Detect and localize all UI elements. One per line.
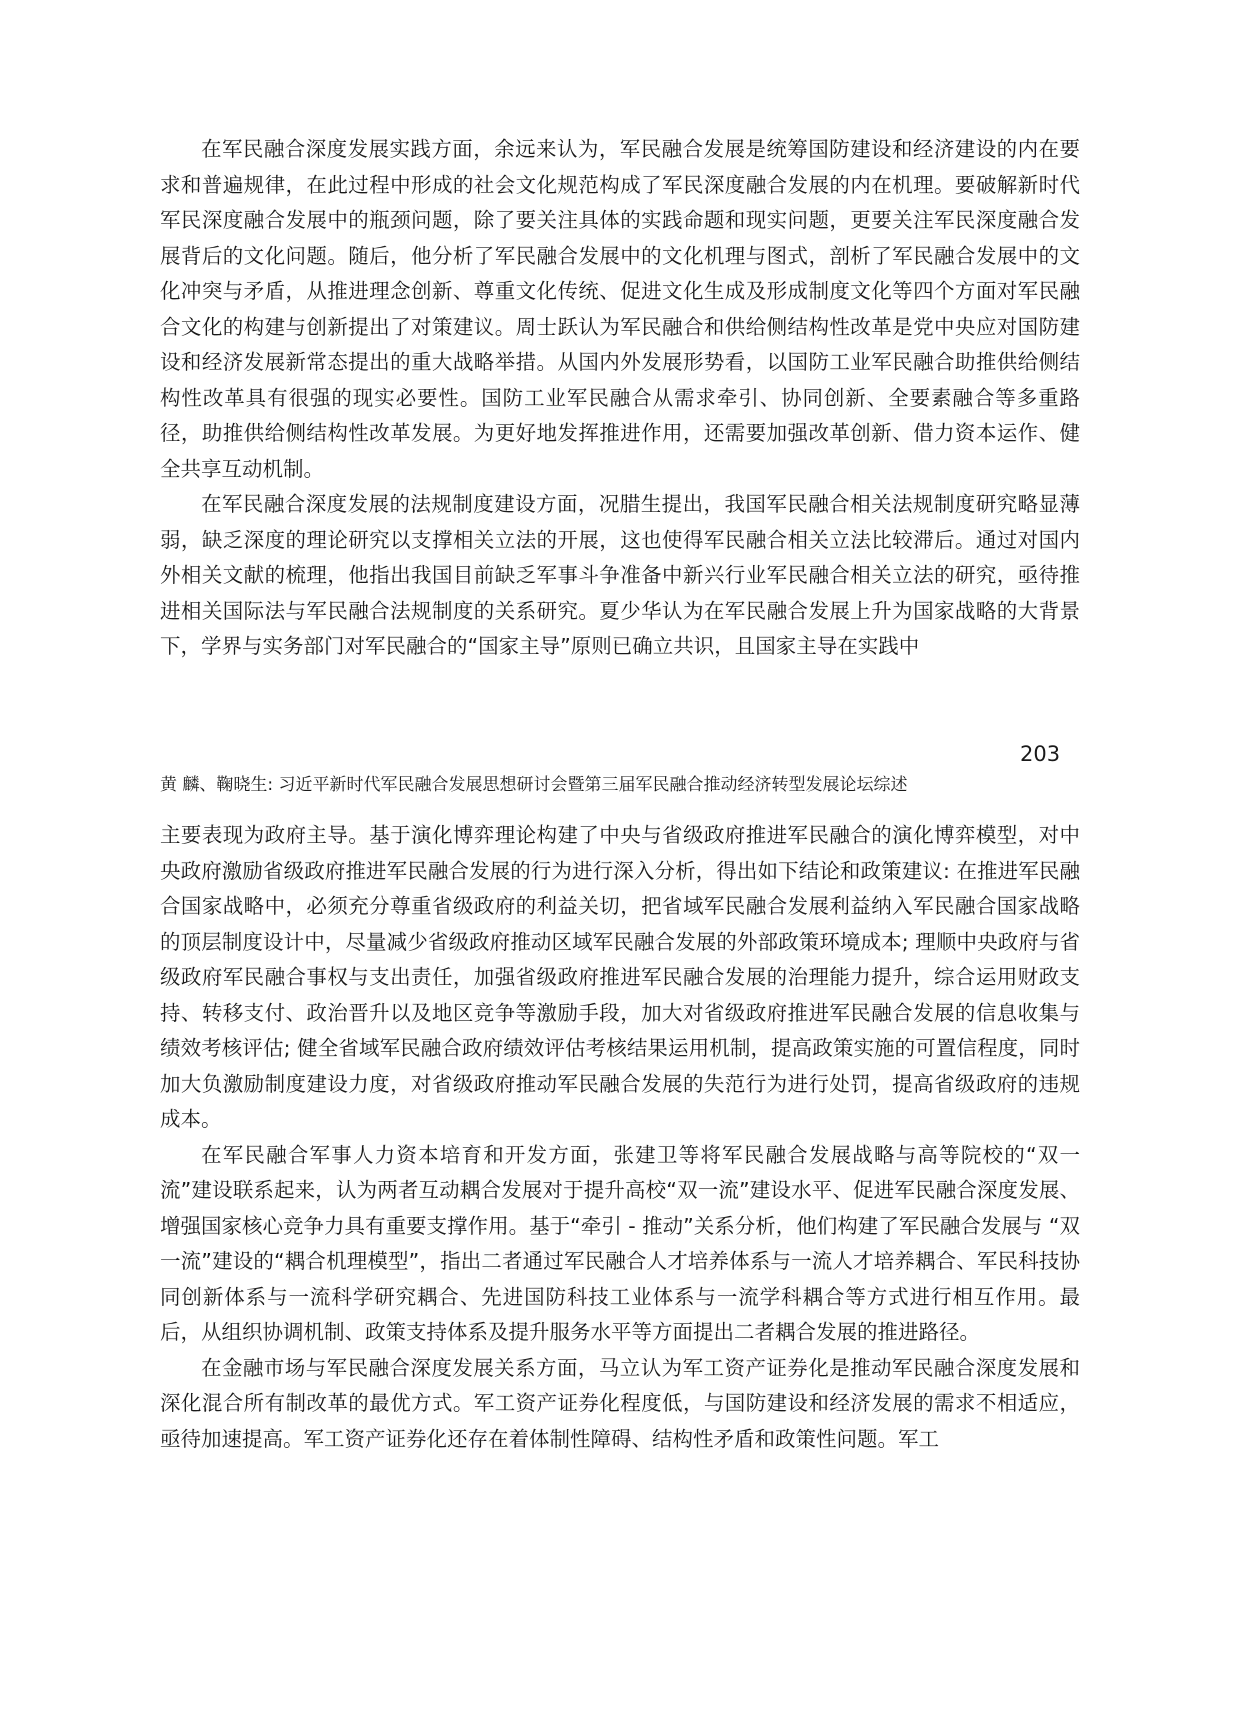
paragraph-continuation: 主要表现为政府主导。基于演化博弈理论构建了中央与省级政府推进军民融合的演化博弈模型，对中央政府激励省级政府推进军民融合发展的行为进行深入分析，得出如下结论和政策建议: 在推进军民融合国家战略中，必须充分尊重省级政府的利益关切，把省域军民融合发展利益纳入军民融合国家战略的顶层制度设计中，尽量减少省级政府推动区域军民融合发展的外部政策环境成本; 理顺中央政府与省级政府军民融合事权与支出责任，加强省级政府推进军民融合发展的治理能力提升，综合运用财政支持、转移支付、政治晋升以及地区竞争等激励手段，加大对省级政府推进军民融合发展的信息收集与绩效考核评估; 健全省域军民融合政府绩效评估考核结果运用机制，提高政策实施的可置信程度，同时加大负激励制度建设力度，对省级政府推动军民融合发展的失范行为进行处罚，提高省级政府的违规成本。 <box>160 823 1080 1131</box>
paragraph-financial-market: 在金融市场与军民融合深度发展关系方面，马立认为军工资产证券化是推动军民融合深度发展和深化混合所有制改革的最优方式。军工资产证券化程度低，与国防建设和经济发展的需求不相适应，亟待加速提高。军工资产证券化还存在着体制性障碍、结构性矛盾和政策性问题。军工 <box>160 1355 1080 1451</box>
paragraph-human-capital: 在军民融合军事人力资本培育和开发方面，张建卫等将军民融合发展战略与高等院校的“双一流”建设联系起来，认为两者互动耦合发展对于提升高校“双一流”建设水平、促进军民融合深度发展、增强国家核心竞争力具有重要支撑作用。基于“牵引 - 推动”关系分析，他们构建了军民融合发展与 “双一流”建设的“耦合机理模型”，指出二者通过军民融合人才培养体系与一流人才培养耦合、军民科技协同创新体系与一流科学研究耦合、先进国防科技工业体系与一流学科耦合等方式进行相互作用。最后，从组织协调机制、政策支持体系及提升服务水平等方面提出二者耦合发展的推进路径。 <box>160 1142 1080 1344</box>
top-text-section <box>160 132 1080 665</box>
paragraph-legal-system: 在军民融合深度发展的法规制度建设方面，况腊生提出，我国军民融合相关法规制度研究略显薄弱，缺乏深度的理论研究以支撑相关立法的开展，这也使得军民融合相关立法比较滞后。通过对国内外相关文献的梳理，他指出我国目前缺乏军事斗争准备中新兴行业军民融合相关立法的研究，亟待推进相关国际法与军民融合法规制度的关系研究。夏少华认为在军民融合发展上升为国家战略的大背景下，学界与实务部门对军民融合的“国家主导”原则已确立共识，且国家主导在实践中 <box>160 492 1080 658</box>
page-number: 203 <box>1020 742 1061 766</box>
running-header: 黄 麟、鞠晓生: 习近平新时代军民融合发展思想研讨会暨第三届军民融合推动经济转型发展论坛综述 <box>160 775 908 795</box>
paragraph-practice: 在军民融合深度发展实践方面，余远来认为，军民融合发展是统筹国防建设和经济建设的内在要求和普遍规律，在此过程中形成的社会文化规范构成了军民深度融合发展的内在机理。要破解新时代军民深度融合发展中的瓶颈问题，除了要关注具体的实践命题和现实问题，更要关注军民深度融合发展背后的文化问题。随后，他分析了军民融合发展中的文化机理与图式，剖析了军民融合发展中的文化冲突与矛盾，从推进理念创新、尊重文化传统、促进文化生成及形成制度文化等四个方面对军民融合文化的构建与创新提出了对策建议。周士跃认为军民融合和供给侧结构性改革是党中央应对国防建设和经济发展新常态提出的重大战略举措。从国内外发展形势看，以国防工业军民融合助推供给侧结构性改革具有很强的现实必要性。国防工业军民融合从需求牵引、协同创新、全要素融合等多重路径，助推供给侧结构性改革发展。为更好地发挥推进作用，还需要加强改革创新、借力资本运作、健全共享互动机制。 <box>160 137 1080 481</box>
bottom-text-section <box>160 818 1080 1457</box>
